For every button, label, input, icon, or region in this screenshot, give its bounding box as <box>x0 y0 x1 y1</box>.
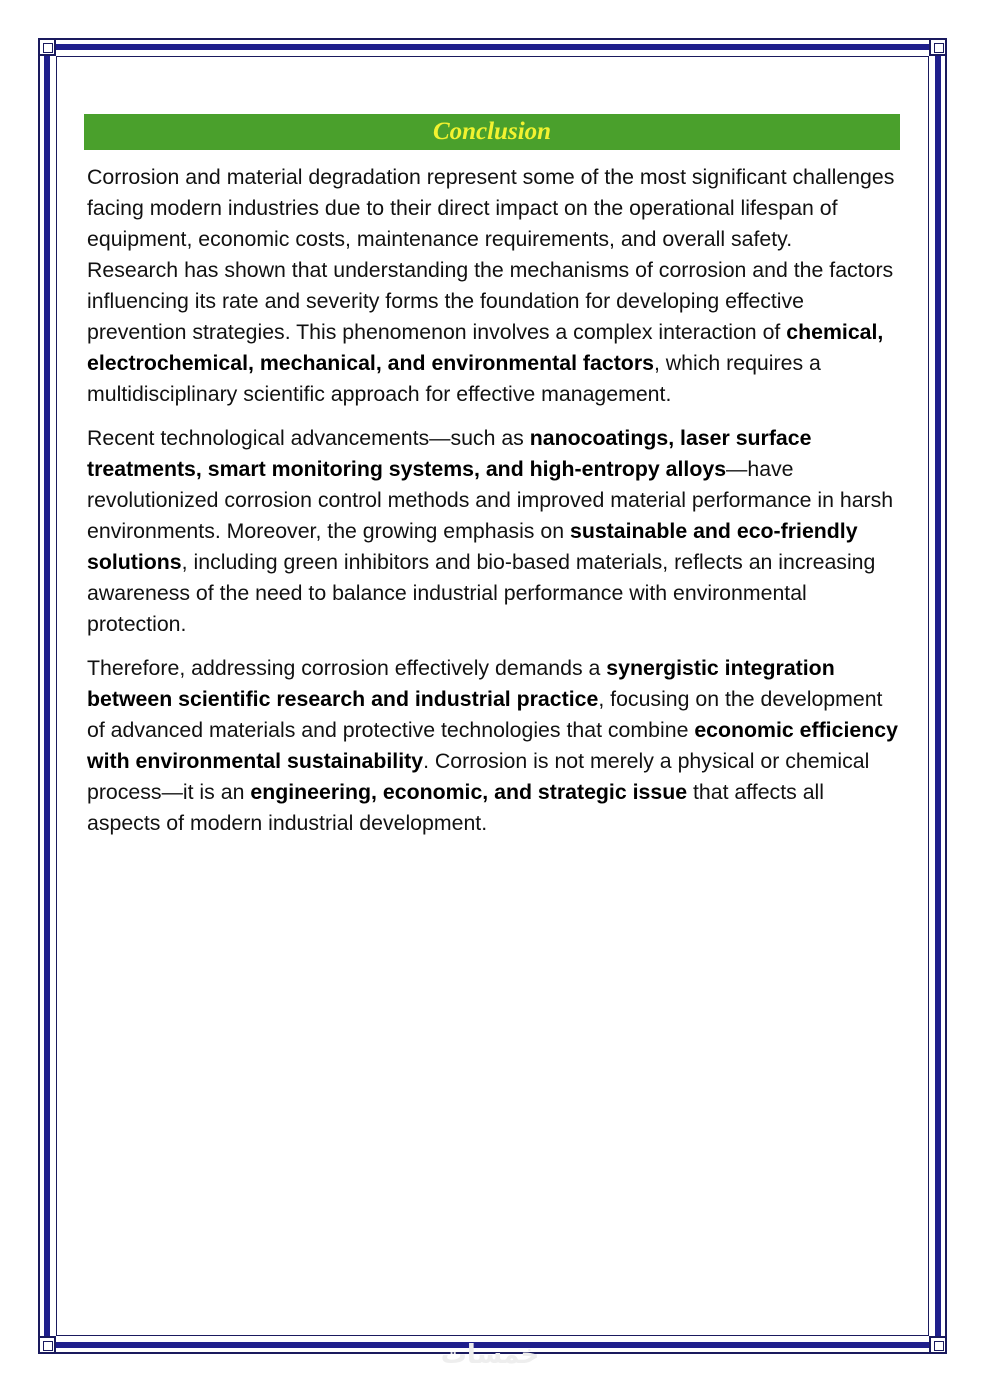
section-heading-bar <box>84 114 900 150</box>
paragraph-text: —have revolutionized corrosion control methods and improved material performance in harsh environments. Moreover, the growing emphasis on <box>87 457 894 543</box>
emphasis-text: economic efficiency with environmental sustainability <box>87 718 898 773</box>
paragraph-text: , including green inhibitors and bio-based materials, reflects an increasing awareness of the need to balance industrial performance with environmental protection. <box>87 550 876 636</box>
conclusion-body <box>87 162 899 839</box>
paragraph-2 <box>87 255 899 410</box>
emphasis-text: chemical, electrochemical, mechanical, and environmental factors <box>87 320 884 375</box>
paragraph-text: , which requires a multidisciplinary scientific approach for effective management. <box>87 351 821 406</box>
paragraph-text: Therefore, addressing corrosion effectively demands a <box>87 656 607 680</box>
paragraph-3 <box>87 423 899 640</box>
emphasis-text: nanocoatings, laser surface treatments, smart monitoring systems, and high-entropy alloys <box>87 426 812 481</box>
emphasis-text: synergistic integration between scientific research and industrial practice <box>87 656 835 711</box>
section-heading: Conclusion <box>432 118 552 145</box>
border-corner-ornament <box>38 38 56 56</box>
emphasis-text: engineering, economic, and strategic issue <box>250 780 688 804</box>
paragraph-text: Corrosion and material degradation represent some of the most significant challenges facing modern industries due to their direct impact on the operational lifespan of equipment, economic costs, maintenance requirements, and overall safety. <box>87 165 895 251</box>
emphasis-text: sustainable and eco-friendly solutions <box>87 519 858 574</box>
watermark-logo: خمسات <box>440 1340 540 1370</box>
paragraph-1 <box>87 162 899 255</box>
paragraph-text: , focusing on the development of advanced materials and protective technologies that combine <box>87 687 883 742</box>
paragraph-text: that affects all aspects of modern industrial development. <box>87 780 824 835</box>
border-corner-ornament <box>929 38 947 56</box>
paragraph-text: Research has shown that understanding the mechanisms of corrosion and the factors influencing its rate and severity forms the foundation for developing effective prevention strategies. This phenomenon involves a complex interaction of <box>87 258 894 344</box>
border-corner-ornament <box>929 1336 947 1354</box>
border-corner-ornament <box>38 1336 56 1354</box>
paragraph-text: . Corrosion is not merely a physical or chemical process—it is an <box>87 749 870 804</box>
paragraph-4 <box>87 653 899 839</box>
paragraph-text: Recent technological advancements—such as <box>87 426 530 450</box>
